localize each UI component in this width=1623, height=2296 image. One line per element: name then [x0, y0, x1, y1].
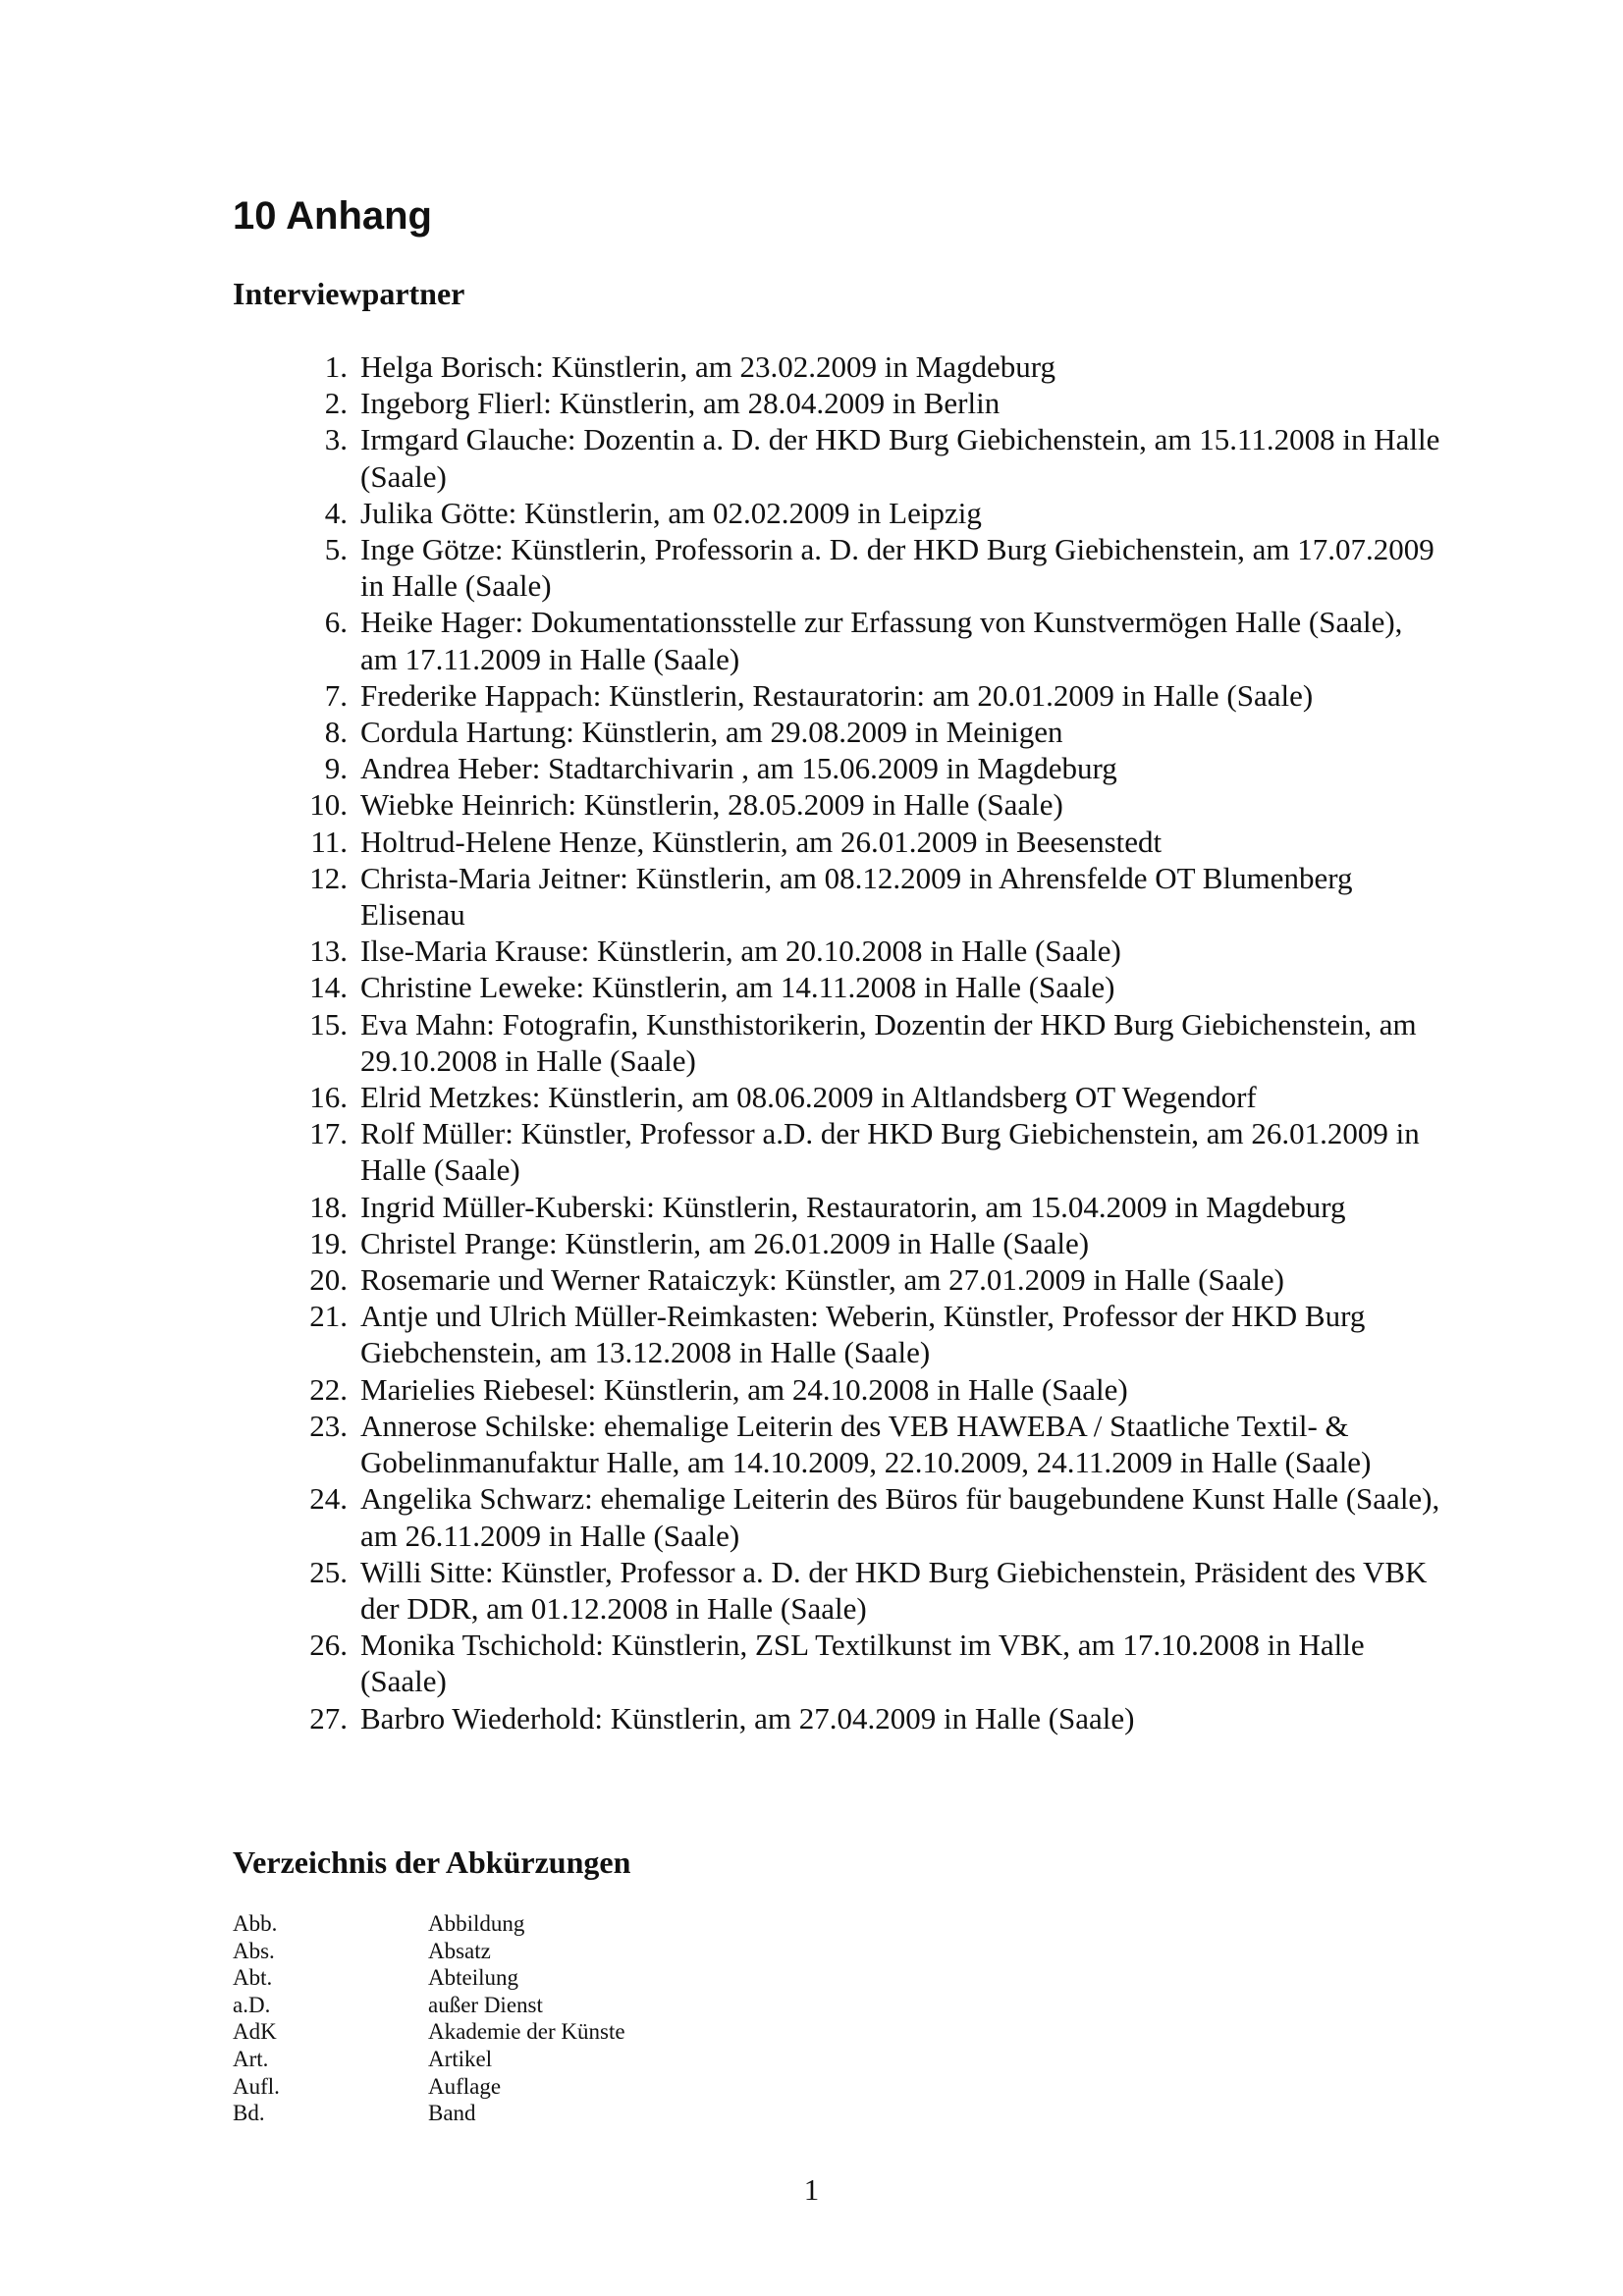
- list-item-number: 5.: [324, 532, 348, 567]
- list-item-text: Ingeborg Flierl: Künstlerin, am 28.04.2009 in Berlin: [360, 386, 1001, 421]
- list-item-number: 6.: [324, 605, 348, 640]
- abbreviation: Art.: [233, 2046, 269, 2071]
- list-item-number: 9.: [324, 751, 348, 786]
- list-item-text: Antje und Ulrich Müller-Reimkasten: Weberin, Künstler, Professor der HKD Burg Giebchenstein, am 13.12.2008 in Halle (Saale): [360, 1299, 1366, 1370]
- table-row: [233, 2018, 625, 2046]
- list-item-text: Helga Borisch: Künstlerin, am 23.02.2009 in Magdeburg: [360, 349, 1056, 384]
- list-item-text: Rosemarie und Werner Rataiczyk: Künstler, am 27.01.2009 in Halle (Saale): [360, 1262, 1284, 1298]
- list-item-number: 21.: [309, 1299, 348, 1334]
- table-row: [233, 2100, 625, 2127]
- list-item: [233, 677, 1440, 714]
- list-item: [233, 1480, 1440, 1553]
- abbreviation: Aufl.: [233, 2073, 280, 2099]
- list-item: [233, 1006, 1440, 1079]
- interview-partners-heading: Interviewpartner: [233, 276, 465, 311]
- table-row: [233, 2073, 625, 2101]
- list-item-text: Rolf Müller: Künstler, Professor a.D. der HKD Burg Giebichenstein, am 26.01.2009 in Halle (Saale): [360, 1116, 1420, 1188]
- list-item-text: Christine Leweke: Künstlerin, am 14.11.2008 in Halle (Saale): [360, 970, 1115, 1005]
- list-item-text: Ilse-Maria Krause: Künstlerin, am 20.10.2008 in Halle (Saale): [360, 934, 1121, 969]
- list-item-number: 14.: [309, 970, 348, 1005]
- list-item-number: 26.: [309, 1628, 348, 1663]
- list-item-text: Andrea Heber: Stadtarchivarin , am 15.06.2009 in Magdeburg: [360, 751, 1117, 786]
- list-item-number: 11.: [310, 824, 348, 859]
- list-item-text: Wiebke Heinrich: Künstlerin, 28.05.2009 in Halle (Saale): [360, 787, 1063, 823]
- table-row: [233, 2046, 625, 2073]
- list-item: [233, 1408, 1440, 1480]
- list-item: [233, 385, 1440, 421]
- table-row: [233, 1910, 625, 1938]
- list-item-text: Inge Götze: Künstlerin, Professorin a. D. der HKD Burg Giebichenstein, am 17.07.2009 in Halle (Saale): [360, 532, 1434, 604]
- list-item: [233, 421, 1440, 494]
- list-item-number: 16.: [309, 1080, 348, 1115]
- list-item: [233, 1298, 1440, 1370]
- list-item: [233, 1700, 1440, 1736]
- list-item-text: Elrid Metzkes: Künstlerin, am 08.06.2009 in Altlandsberg OT Wegendorf: [360, 1080, 1257, 1115]
- list-item: [233, 1225, 1440, 1261]
- list-item-number: 22.: [309, 1371, 348, 1407]
- abbreviation-meaning: Akademie der Künste: [428, 2019, 625, 2045]
- abbreviation-meaning: außer Dienst: [428, 1992, 543, 2017]
- list-item-number: 3.: [324, 422, 348, 457]
- list-item: [233, 714, 1440, 750]
- list-item: [233, 1079, 1440, 1115]
- interview-partner-list: [233, 348, 1440, 1736]
- list-item-text: Heike Hager: Dokumentationsstelle zur Erfassung von Kunstvermögen Halle (Saale), am 17.11.2009 in Halle (Saale): [360, 605, 1403, 676]
- abbreviation-meaning: Band: [428, 2101, 476, 2126]
- abbreviation: Bd.: [233, 2101, 265, 2126]
- list-item-text: Christel Prange: Künstlerin, am 26.01.2009 in Halle (Saale): [360, 1225, 1090, 1260]
- list-item: [233, 1554, 1440, 1627]
- list-item: [233, 495, 1440, 531]
- list-item-text: Angelika Schwarz: ehemalige Leiterin des Büros für baugebundene Kunst Halle (Saale), am 26.11.2009 in Halle (Saale): [360, 1481, 1440, 1553]
- list-item-number: 19.: [309, 1225, 348, 1260]
- list-item-text: Marielies Riebesel: Künstlerin, am 24.10.2008 in Halle (Saale): [360, 1371, 1128, 1407]
- abbreviation-meaning: Auflage: [428, 2073, 502, 2099]
- list-item: [233, 786, 1440, 823]
- list-item-number: 25.: [309, 1554, 348, 1589]
- abbreviation: Abb.: [233, 1911, 278, 1936]
- list-item-number: 12.: [309, 860, 348, 895]
- list-item-text: Monika Tschichold: Künstlerin, ZSL Textilkunst im VBK, am 17.10.2008 in Halle (Saale): [360, 1628, 1365, 1699]
- table-row: [233, 1938, 625, 1965]
- page-number: 1: [803, 2172, 820, 2207]
- list-item: [233, 348, 1440, 385]
- list-item: [233, 750, 1440, 786]
- list-item-text: Ingrid Müller-Kuberski: Künstlerin, Restauratorin, am 15.04.2009 in Magdeburg: [360, 1189, 1346, 1224]
- list-item-text: Julika Götte: Künstlerin, am 02.02.2009 in Leipzig: [360, 495, 982, 530]
- list-item: [233, 1261, 1440, 1298]
- list-item-number: 13.: [309, 934, 348, 969]
- abbreviation-meaning: Abteilung: [428, 1965, 518, 1991]
- list-item-number: 7.: [324, 677, 348, 713]
- list-item: [233, 1189, 1440, 1225]
- list-item-text: Irmgard Glauche: Dozentin a. D. der HKD Burg Giebichenstein, am 15.11.2008 in Halle (Saale): [360, 422, 1440, 494]
- table-row: [233, 1992, 625, 2019]
- list-item-number: 18.: [309, 1189, 348, 1224]
- list-item-number: 2.: [324, 386, 348, 421]
- list-item-text: Frederike Happach: Künstlerin, Restauratorin: am 20.01.2009 in Halle (Saale): [360, 677, 1314, 713]
- list-item: [233, 860, 1440, 933]
- list-item-text: Eva Mahn: Fotografin, Kunsthistorikerin, Dozentin der HKD Burg Giebichenstein, am 29.10.2008 in Halle (Saale): [360, 1006, 1417, 1078]
- abbreviation: AdK: [233, 2019, 277, 2045]
- list-item: [233, 969, 1440, 1005]
- list-item-text: Barbro Wiederhold: Künstlerin, am 27.04.2009 in Halle (Saale): [360, 1700, 1135, 1735]
- abbreviations-table: [233, 1910, 625, 2127]
- table-row: [233, 1964, 625, 1992]
- list-item-number: 20.: [309, 1262, 348, 1298]
- list-item-text: Cordula Hartung: Künstlerin, am 29.08.2009 in Meinigen: [360, 715, 1063, 750]
- list-item: [233, 604, 1440, 676]
- abbreviation: a.D.: [233, 1992, 271, 2017]
- abbreviation-meaning: Artikel: [428, 2046, 493, 2071]
- abbreviation-meaning: Abbildung: [428, 1911, 525, 1936]
- chapter-title: 10 Anhang: [233, 194, 432, 238]
- abbreviations-heading: Verzeichnis der Abkürzungen: [233, 1844, 631, 1880]
- list-item-number: 17.: [309, 1116, 348, 1151]
- list-item: [233, 531, 1440, 604]
- list-item-number: 15.: [309, 1006, 348, 1041]
- list-item-number: 24.: [309, 1481, 348, 1517]
- list-item-number: 1.: [324, 349, 348, 384]
- abbreviation-meaning: Absatz: [428, 1938, 491, 1963]
- abbreviation: Abt.: [233, 1965, 273, 1991]
- list-item: [233, 1371, 1440, 1408]
- list-item-number: 4.: [324, 495, 348, 530]
- list-item-number: 8.: [324, 715, 348, 750]
- list-item-text: Christa-Maria Jeitner: Künstlerin, am 08.12.2009 in Ahrensfelde OT Blumenberg Elisenau: [360, 860, 1353, 933]
- list-item-text: Holtrud-Helene Henze, Künstlerin, am 26.01.2009 in Beesenstedt: [360, 824, 1163, 859]
- list-item-text: Willi Sitte: Künstler, Professor a. D. der HKD Burg Giebichenstein, Präsident des VBK der DDR, am 01.12.2008 in Halle (Saale): [360, 1554, 1428, 1626]
- list-item-number: 10.: [309, 787, 348, 823]
- list-item: [233, 1115, 1440, 1188]
- list-item-number: 27.: [309, 1700, 348, 1735]
- list-item-number: 23.: [309, 1408, 348, 1443]
- list-item: [233, 933, 1440, 969]
- list-item: [233, 1627, 1440, 1699]
- abbreviation: Abs.: [233, 1938, 275, 1963]
- list-item-text: Annerose Schilske: ehemalige Leiterin des VEB HAWEBA / Staatliche Textil- & Gobelinmanufaktur Halle, am 14.10.2009, 22.10.2009, 24.11.2009 in Halle (Saale): [360, 1408, 1372, 1480]
- list-item: [233, 824, 1440, 860]
